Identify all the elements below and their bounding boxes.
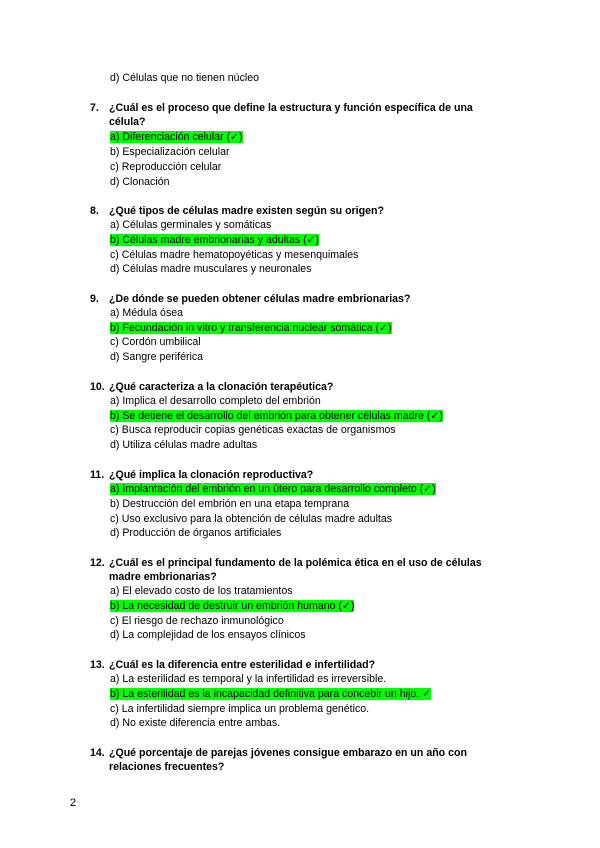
question-text: ¿Cuál es el principal fundamento de la polémica ética en el uso de células madre embrionarias? <box>109 557 482 583</box>
question-number: 14. <box>90 747 105 759</box>
option-q11-a: a) Implantación del embrión en un útero para desarrollo completo (✓) <box>110 483 436 495</box>
option-q10-d: d) Utiliza células madre adultas <box>110 439 258 451</box>
option-q8-a: a) Células germinales y somáticas <box>110 219 272 231</box>
question-9 <box>90 292 510 306</box>
question-text: ¿Qué caracteriza a la clonación terapéutica? <box>109 381 334 393</box>
option-q10-a: a) Implica el desarrollo completo del embrión <box>110 395 321 407</box>
option-q9-c: c) Cordón umbilical <box>110 336 201 348</box>
option-q7-c: c) Reproducción celular <box>110 161 222 173</box>
option-q9-b: b) Fecundación in vitro y transferencia nuclear somática (✓) <box>110 322 392 334</box>
question-7 <box>90 101 510 129</box>
question-10 <box>90 380 510 394</box>
option-q7-a: a) Diferenciación celular (✓) <box>110 131 243 143</box>
option-q13-d: d) No existe diferencia entre ambas. <box>110 717 281 729</box>
question-text: ¿Qué porcentaje de parejas jóvenes consigue embarazo en un año con relaciones frecuentes? <box>109 747 467 773</box>
question-12 <box>90 556 510 584</box>
option-q11-b: b) Destrucción del embrión en una etapa temprana <box>110 498 350 510</box>
option-q8-d: d) Células madre musculares y neuronales <box>110 263 312 275</box>
option-q6-d: d) Células que no tienen núcleo <box>110 72 260 84</box>
question-number: 13. <box>90 659 105 671</box>
option-q12-d: d) La complejidad de los ensayos clínicos <box>110 629 306 641</box>
option-q13-b: b) La esterilidad es la incapacidad definitiva para concebir un hijo. ✓ <box>110 688 431 700</box>
option-q10-b: b) Se detiene el desarrollo del embrión para obtener células madre (✓) <box>110 410 443 422</box>
question-text: ¿Qué implica la clonación reproductiva? <box>109 469 314 481</box>
option-q13-c: c) La infertilidad siempre implica un problema genético. <box>110 703 370 715</box>
option-q9-d: d) Sangre periférica <box>110 351 204 363</box>
option-q12-c: c) El riesgo de rechazo inmunológico <box>110 615 284 627</box>
option-q9-a: a) Médula ósea <box>110 307 184 319</box>
option-q8-c: c) Células madre hematopoyéticas y mesenquimales <box>110 249 359 261</box>
option-q8-b: b) Células madre embrionarias y adultas (✓) <box>110 234 320 246</box>
option-q11-d: d) Producción de órganos artificiales <box>110 527 282 539</box>
option-q10-c: c) Busca reproducir copias genéticas exactas de organismos <box>110 424 396 436</box>
option-q12-b: b) La necesidad de destruir un embrión humano (✓) <box>110 600 355 612</box>
option-q7-b: b) Especialización celular <box>110 146 230 158</box>
question-8 <box>90 204 510 218</box>
option-q13-a: a) La esterilidad es temporal y la infertilidad es irreversible. <box>110 673 387 685</box>
question-number: 10. <box>90 381 105 393</box>
question-text: ¿Cuál es la diferencia entre esterilidad e infertilidad? <box>109 659 376 671</box>
option-q11-c: c) Uso exclusivo para la obtención de células madre adultas <box>110 513 393 525</box>
question-13 <box>90 658 510 672</box>
question-text: ¿De dónde se pueden obtener células madre embrionarias? <box>109 293 411 305</box>
option-q7-d: d) Clonación <box>110 176 170 188</box>
question-number: 12. <box>90 557 105 569</box>
question-11 <box>90 468 510 482</box>
question-number: 7. <box>90 102 99 114</box>
question-text: ¿Cuál es el proceso que define la estructura y función específica de una célula? <box>109 102 473 128</box>
page-number: 2 <box>70 797 77 809</box>
question-text: ¿Qué tipos de células madre existen según su origen? <box>109 205 384 217</box>
question-number: 11. <box>90 469 105 481</box>
question-number: 9. <box>90 293 99 305</box>
question-number: 8. <box>90 205 99 217</box>
question-14 <box>90 746 510 774</box>
option-q12-a: a) El elevado costo de los tratamientos <box>110 585 293 597</box>
